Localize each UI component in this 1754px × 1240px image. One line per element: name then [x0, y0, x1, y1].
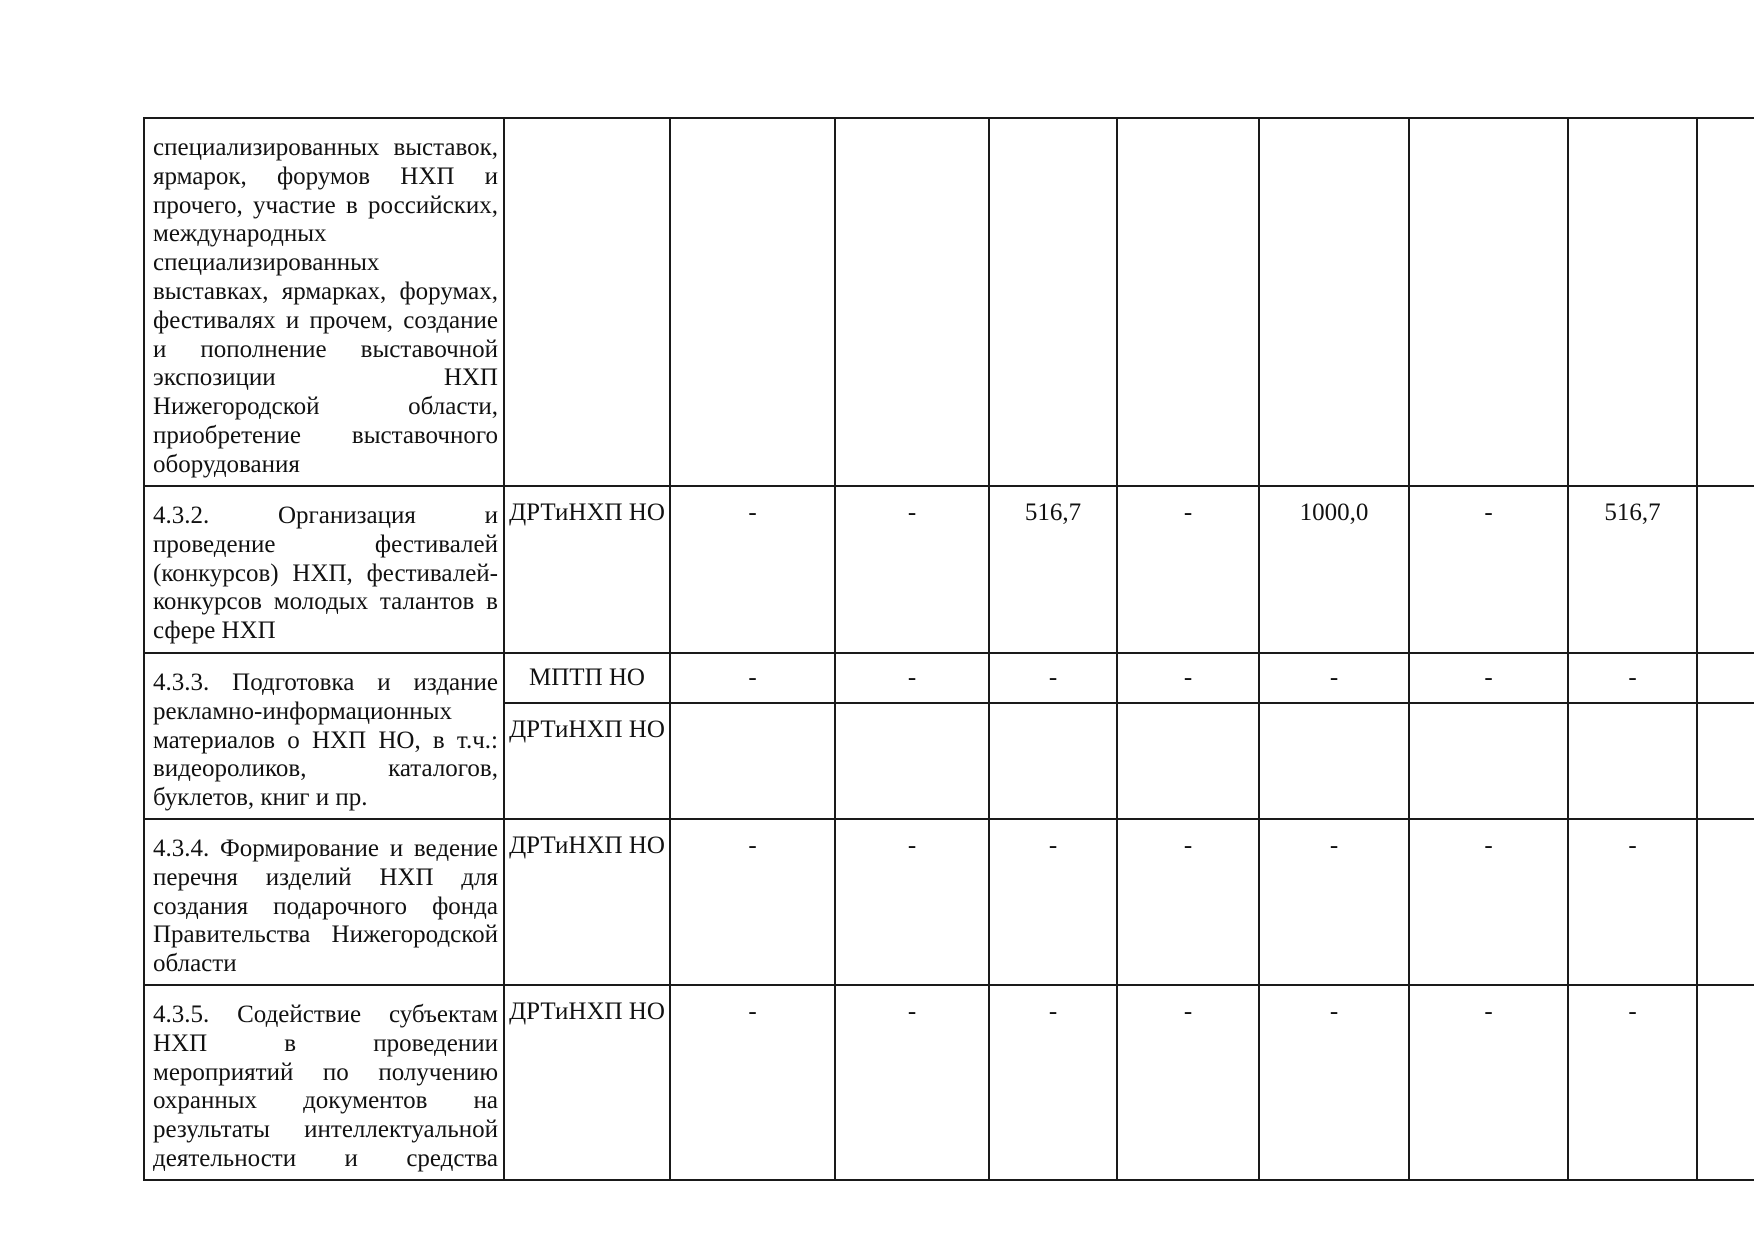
description-line: экспозиции НХП [153, 364, 498, 392]
description-line: фестивалях и прочем, создание [153, 306, 498, 334]
value-cell [670, 118, 835, 486]
description-line: и пополнение выставочной [153, 335, 498, 363]
value-cell: - [670, 653, 835, 703]
value-cell [1568, 703, 1697, 819]
description-line: оборудования [153, 450, 300, 478]
value-cell [1568, 118, 1697, 486]
description-line: выставках, ярмарках, форумах, [153, 277, 498, 305]
value-cell [670, 703, 835, 819]
description-line: Нижегородской области, [153, 393, 498, 421]
value-cell: - [670, 486, 835, 653]
value-cell: 516,7 [989, 486, 1117, 653]
value-cell [1117, 118, 1259, 486]
value-cell: - [1568, 819, 1697, 985]
description-line: международных [153, 220, 327, 248]
description-line: прочего, участие в российских, [153, 191, 498, 219]
value-cell: - [1409, 486, 1568, 653]
value-cell [1697, 985, 1754, 1180]
value-cell [1697, 118, 1754, 486]
value-cell: - [1409, 985, 1568, 1180]
value-cell [1697, 819, 1754, 985]
value-cell [1697, 703, 1754, 819]
value-cell: - [1259, 985, 1409, 1180]
activity-description-cell: 4.3.4. Формирование и ведение перечня изделий НХП для создания подарочного фонда Правительства Нижегородской области [144, 819, 504, 985]
activity-description-cell: 4.3.3. Подготовка и издание рекламно-информационных материалов о НХП НО, в т.ч.: видеороликов, каталогов, буклетов, книг и пр. [144, 653, 504, 819]
value-cell [835, 703, 989, 819]
responsible-cell [504, 118, 670, 486]
value-cell: - [989, 985, 1117, 1180]
table-row [144, 985, 1754, 1180]
value-cell [1259, 703, 1409, 819]
value-cell: - [1117, 653, 1259, 703]
value-cell: - [1259, 819, 1409, 985]
responsible-cell: ДРТиНХП НО [504, 819, 670, 985]
value-cell: - [1568, 653, 1697, 703]
value-cell: - [989, 819, 1117, 985]
table-row [144, 819, 1754, 985]
value-cell: - [1117, 985, 1259, 1180]
description-line: специализированных [153, 249, 380, 277]
value-cell: - [670, 819, 835, 985]
value-cell: - [835, 653, 989, 703]
activity-description-cell: 4.3.2. Организация и проведение фестивалей (конкурсов) НХП, фестивалей-конкурсов молодых талантов в сфере НХП [144, 486, 504, 653]
responsible-cell: МПТП НО [504, 653, 670, 703]
activity-description-cell [144, 118, 504, 486]
description-line: приобретение выставочного [153, 421, 498, 449]
value-cell: 516,7 [1568, 486, 1697, 653]
value-cell: - [1409, 653, 1568, 703]
value-cell [1117, 703, 1259, 819]
description-line: специализированных выставок, [153, 134, 498, 161]
value-cell: - [989, 653, 1117, 703]
value-cell [835, 118, 989, 486]
value-cell [1697, 486, 1754, 653]
table-row [144, 486, 1754, 653]
description-line: ярмарок, форумов НХП и [153, 162, 498, 190]
value-cell: - [670, 985, 835, 1180]
table-row [144, 653, 1754, 703]
program-activities-table [143, 117, 1754, 1181]
responsible-cell: ДРТиНХП НО [504, 703, 670, 819]
value-cell: 1000,0 [1259, 486, 1409, 653]
value-cell [1697, 653, 1754, 703]
value-cell [1259, 118, 1409, 486]
table-row [144, 118, 1754, 486]
value-cell: - [835, 819, 989, 985]
value-cell: - [1568, 985, 1697, 1180]
value-cell [1409, 703, 1568, 819]
value-cell: - [835, 985, 989, 1180]
responsible-cell: ДРТиНХП НО [504, 985, 670, 1180]
value-cell: - [1117, 819, 1259, 985]
value-cell: - [835, 486, 989, 653]
value-cell: - [1409, 819, 1568, 985]
value-cell [989, 118, 1117, 486]
value-cell: - [1117, 486, 1259, 653]
value-cell: - [1259, 653, 1409, 703]
responsible-cell: ДРТиНХП НО [504, 486, 670, 653]
activity-description-cell: 4.3.5. Содействие субъектам НХП в проведении мероприятий по получению охранных документов на результаты интеллектуальной деятельности и средства [144, 985, 504, 1180]
value-cell [989, 703, 1117, 819]
value-cell [1409, 118, 1568, 486]
